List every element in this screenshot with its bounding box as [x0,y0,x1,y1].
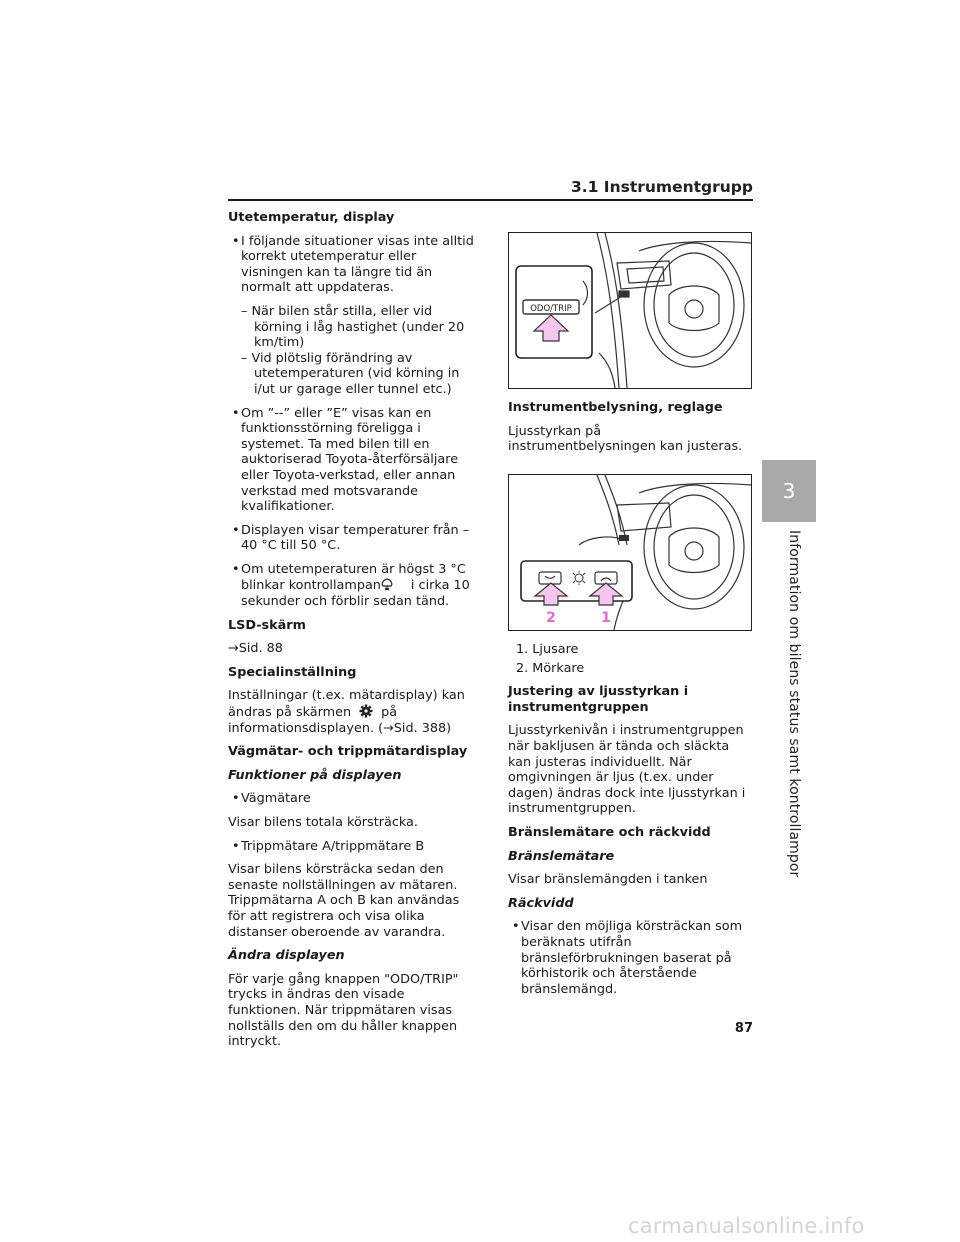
dimmer-illustration [508,474,752,631]
heading-lsd: LSD-skärm [228,617,306,633]
paragraph: För varje gång knappen "ODO/TRIP" trycks in ändras den visade funktionen. När trippmätaren visas nollställs den om du håller knappen intryckt. [228,971,459,1050]
list-item: •Vägmätare [232,791,311,807]
subheading-display-functions: Funktioner på displayen [228,767,402,783]
sub-list-item: – När bilen står stilla, eller vid körning i låg hastighet (under 20 km/tim) [241,303,465,351]
list-item: •Om ”--” eller ”E” visas kan en funktionsstörning föreligga i systemet. Ta med bilen till en auktoriserad Toyota-återförsäljare eller Toyota-verkstad, eller annan verkstad med motsvarande kvalifikationer. [232,405,459,515]
header-divider [228,199,753,201]
list-item: •I följande situationer visas inte alltid korrekt utetemperatur eller visningen kan ta längre tid än normalt att uppdateras. [232,233,474,296]
paragraph: Ljusstyrkenivån i instrumentgruppen när bakljusen är tända och släckta kan justeras individuellt. När omgivningen är ljus (t.ex. under dagen) ändras dock inte ljusstyrkan i instrumentgruppen. [508,723,746,817]
list-item: •Om utetemperaturen är högst 3 °C blinkar kontrollampan i cirka 10 sekunder och förblir sedan tänd. [232,561,470,610]
list-item-brighter: 1. Ljusare [516,642,579,657]
heading-brightness-adjust: Justering av ljusstyrkan i instrumentgruppen [508,684,689,715]
heading-outside-temp: Utetemperatur, display [228,210,395,225]
list-item: •Displayen visar temperaturer från –40 °C till 50 °C. [232,522,470,554]
section-title: 3.1 Instrumentgrupp [570,178,753,196]
left-column [228,210,480,1058]
chapter-tab[interactable]: 3 [762,460,816,522]
right-column-bottom [508,642,753,1005]
paragraph: Visar bilens körsträcka sedan den senaste nollställningen av mätaren. Trippmätarna A och B kan användas för att registrera och visa olika distanser oberoende av varandra. [228,862,460,940]
gear-icon [359,704,373,718]
odo-trip-button-label: ODO/TRIP [530,304,572,314]
odo-trip-illustration [508,232,752,389]
callout-darker: 2 [546,610,556,626]
list-item: •Trippmätare A/trippmätare B [232,838,425,854]
callout-brighter: 1 [601,610,611,626]
sub-list-item: – Vid plötslig förändring av utetemperaturen (vid körning in i/ut ur garage eller tunnel etc.) [241,350,460,397]
paragraph: Visar bränslemängden i tanken [508,872,708,888]
page-reference-link[interactable]: →Sid. 88 [228,641,283,657]
subheading-fuel-gauge: Bränslemätare [508,848,615,864]
watermark: carmanualsonline.info [628,1214,865,1238]
subheading-change-display: Ändra displayen [228,948,345,964]
heading-instrument-lighting: Instrumentbelysning, reglage [508,400,723,415]
special-setting-text: Inställningar (t.ex. mätardisplay) kan ändras på skärmen på informationsdisplayen. (→Sid. 388) [228,688,465,736]
list-item: •Visar den möjliga körsträckan som beräknats utifrån bränsleförbrukningen baserat på körhistorik och återstående bränslemängd. [512,919,743,997]
paragraph: Visar bilens totala körsträcka. [228,815,418,830]
ice-warning-icon [389,577,403,591]
paragraph: Ljusstyrkan på instrumentbelysningen kan justeras. [508,423,743,455]
heading-fuel: Bränslemätare och räckvidd [508,824,711,840]
subheading-range: Räckvidd [508,895,574,911]
heading-odometer: Vägmätar- och trippmätardisplay [228,744,468,760]
chapter-vertical-title: Information om bilens status samt kontrollampor [786,530,802,878]
right-column-top [508,400,753,463]
page-number: 87 [734,1021,753,1036]
list-item-darker: 2. Mörkare [516,660,585,676]
heading-special-setting: Specialinställning [228,664,357,680]
